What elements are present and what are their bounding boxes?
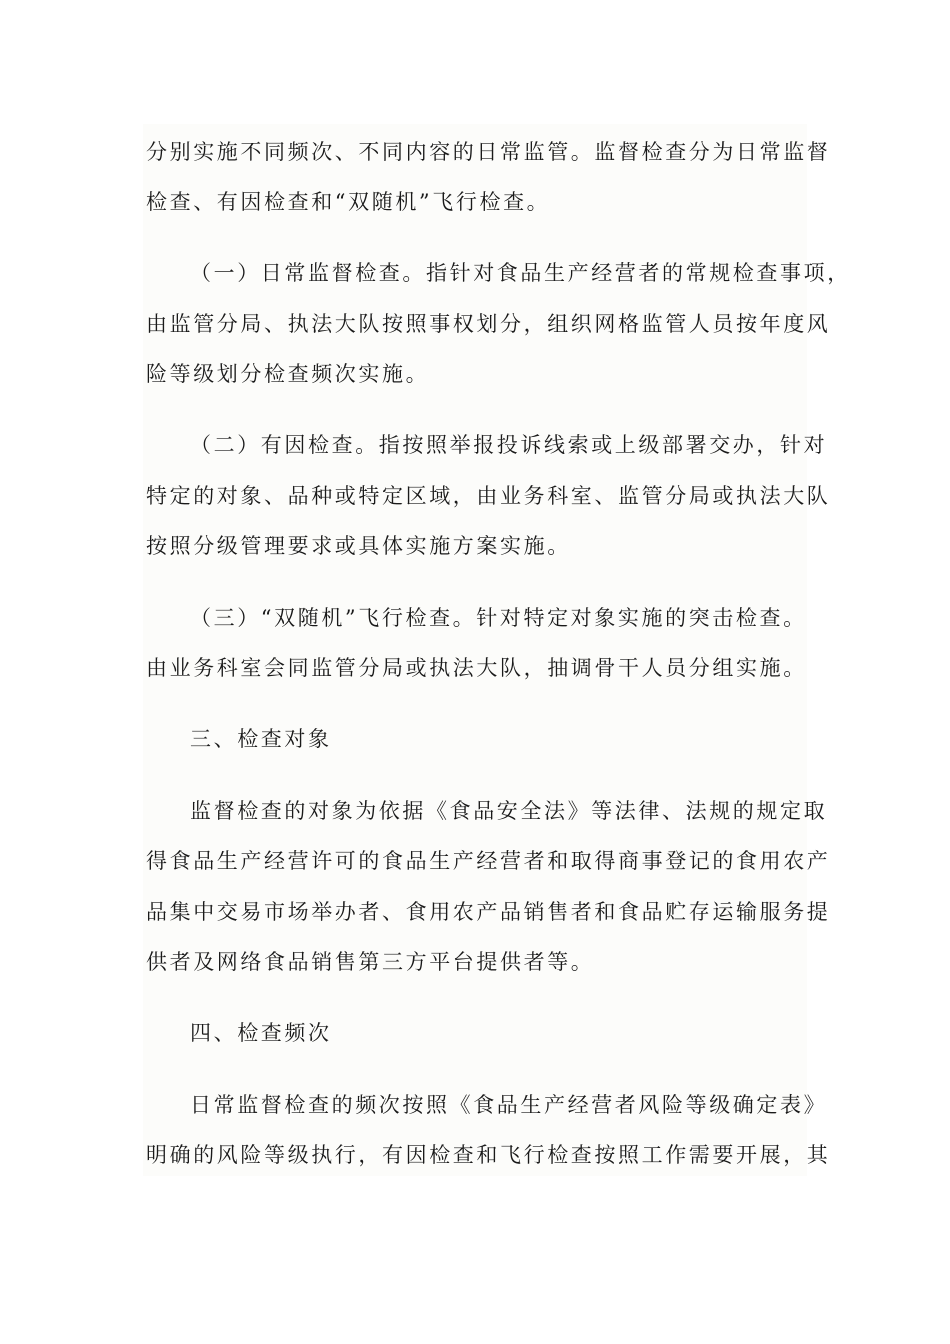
paragraph-line: 由业务科室会同监管分局或执法大队，抽调骨干人员分组实施。	[146, 656, 807, 680]
paragraph-line: 由监管分局、执法大队按照事权划分，组织网格监管人员按年度风	[146, 312, 831, 336]
paragraph-line: 明确的风险等级执行，有因检查和飞行检查按照工作需要开展，其	[146, 1143, 831, 1167]
paragraph-line: 日常监督检查的频次按照《食品生产经营者风险等级确定表》	[190, 1093, 828, 1117]
section-heading: 三、检查对象	[190, 727, 332, 751]
paragraph-line: 监督检查的对象为依据《食品安全法》等法律、法规的规定取	[190, 799, 828, 823]
paragraph-line: 特定的对象、品种或特定区域，由业务科室、监管分局或执法大队	[146, 484, 831, 508]
paragraph-line: 品集中交易市场举办者、食用农产品销售者和食品贮存运输服务提	[146, 900, 831, 924]
paragraph-line: 分别实施不同频次、不同内容的日常监管。监督检查分为日常监督	[146, 140, 831, 164]
paragraph-line: 得食品生产经营许可的食品生产经营者和取得商事登记的食用农产	[146, 849, 831, 873]
paragraph-line: 供者及网络食品销售第三方平台提供者等。	[146, 950, 595, 974]
paragraph-line: （二）有因检查。指按照举报投诉线索或上级部署交办，针对	[190, 433, 828, 457]
paragraph-line: 检查、有因检查和“双随机”飞行检查。	[146, 190, 551, 214]
paragraph-line: 按照分级管理要求或具体实施方案实施。	[146, 534, 571, 558]
paragraph-line: 险等级划分检查频次实施。	[146, 362, 430, 386]
paragraph-line: （一）日常监督检查。指针对食品生产经营者的常规检查事项，	[190, 261, 851, 285]
section-heading: 四、检查频次	[190, 1021, 332, 1045]
paragraph-line: （三）“双随机”飞行检查。针对特定对象实施的突击检查。	[190, 606, 807, 630]
